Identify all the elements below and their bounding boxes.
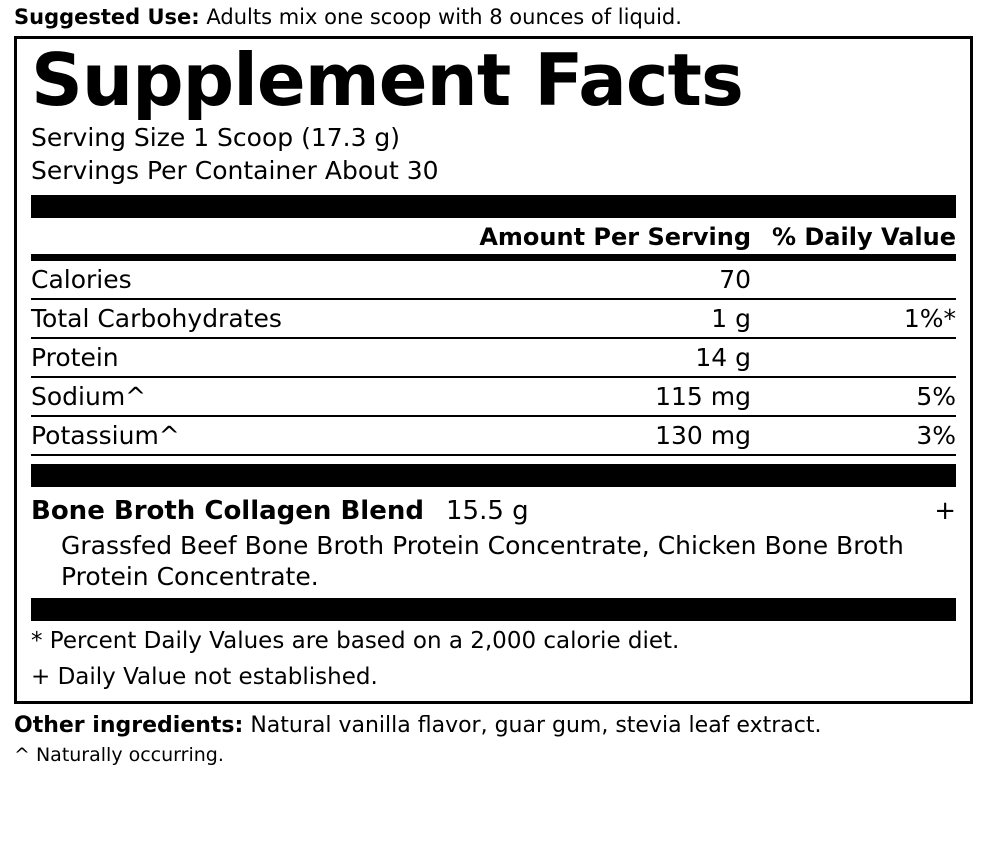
blend-name: Bone Broth Collagen Blend bbox=[31, 496, 424, 526]
other-ingredients-text: Natural vanilla flavor, guar gum, stevia leaf extract. bbox=[250, 713, 822, 738]
other-ingredients-label: Other ingredients: bbox=[14, 713, 244, 738]
blend-sources: Grassfed Beef Bone Broth Protein Concentrate, Chicken Bone Broth Protein Concentrate. bbox=[61, 531, 904, 591]
supplement-facts-panel bbox=[14, 36, 973, 704]
nutrient-name: Potassium^ bbox=[31, 421, 180, 450]
nutrient-name: Total Carbohydrates bbox=[31, 304, 282, 333]
naturally-occurring-note: ^ Naturally occurring. bbox=[14, 744, 224, 766]
nutrient-amount: 1 g bbox=[711, 304, 751, 333]
suggested-use-text: Adults mix one scoop with 8 ounces of liquid. bbox=[206, 5, 682, 29]
nutrient-daily-value: 1%* bbox=[903, 304, 956, 333]
nutrient-name: Protein bbox=[31, 343, 119, 372]
footnote-dv-not-established: + Daily Value not established. bbox=[31, 664, 378, 690]
nutrient-amount: 115 mg bbox=[655, 382, 751, 411]
nutrient-amount: 14 g bbox=[695, 343, 751, 372]
table-row bbox=[31, 339, 956, 378]
suggested-use-label: Suggested Use: bbox=[14, 5, 200, 29]
divider-bar-middle bbox=[31, 464, 956, 487]
suggested-use-line bbox=[14, 0, 973, 31]
divider-bar-top bbox=[31, 195, 956, 218]
blend-row bbox=[31, 487, 956, 528]
header-daily-value: % Daily Value bbox=[771, 223, 956, 251]
table-row bbox=[31, 378, 956, 417]
header-amount-per-serving: Amount Per Serving bbox=[479, 223, 751, 251]
other-ingredients-line bbox=[14, 704, 973, 741]
nutrient-daily-value: 5% bbox=[916, 382, 956, 411]
panel-title: Supplement Facts bbox=[31, 38, 743, 122]
divider-bar-bottom bbox=[31, 598, 956, 621]
table-row bbox=[31, 261, 956, 300]
nutrient-amount: 130 mg bbox=[655, 421, 751, 450]
blend-daily-value: + bbox=[934, 496, 956, 526]
column-header-row bbox=[31, 218, 956, 261]
serving-size: Serving Size 1 Scoop (17.3 g) bbox=[31, 123, 401, 152]
table-row bbox=[31, 300, 956, 339]
nutrient-amount: 70 bbox=[719, 265, 751, 294]
servings-per-container: Servings Per Container About 30 bbox=[31, 156, 439, 185]
table-row bbox=[31, 417, 956, 456]
nutrient-name: Calories bbox=[31, 265, 132, 294]
blend-amount: 15.5 g bbox=[445, 496, 529, 526]
nutrient-daily-value: 3% bbox=[916, 421, 956, 450]
footnote-daily-values: * Percent Daily Values are based on a 2,000 calorie diet. bbox=[31, 628, 680, 654]
nutrient-name: Sodium^ bbox=[31, 382, 147, 411]
